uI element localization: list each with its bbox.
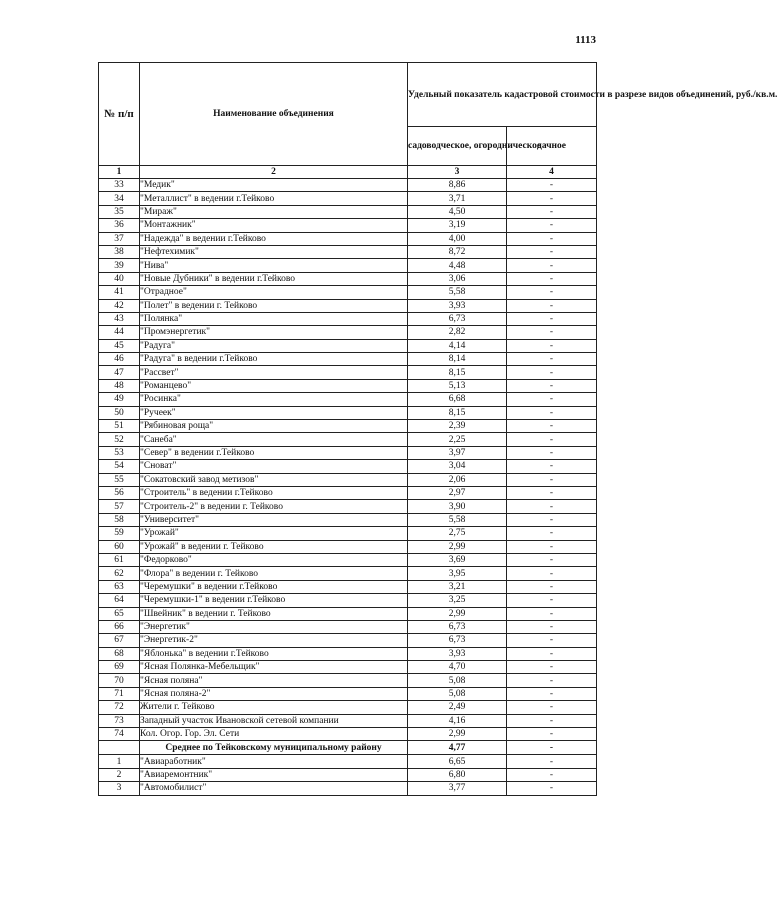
garden-value: 2,99 xyxy=(408,540,507,553)
garden-value: 5,08 xyxy=(408,674,507,687)
row-number: 55 xyxy=(99,473,140,486)
dacha-value: - xyxy=(507,594,597,607)
table-row xyxy=(99,527,597,540)
row-number: 43 xyxy=(99,312,140,325)
union-name: "Ручеек" xyxy=(140,406,408,419)
dacha-value: - xyxy=(507,728,597,741)
table-row xyxy=(99,473,597,486)
garden-value: 4,00 xyxy=(408,232,507,245)
garden-value: 3,77 xyxy=(408,782,507,795)
union-name: "Ясная поляна" xyxy=(140,674,408,687)
union-name: "Швейник" в ведении г. Тейково xyxy=(140,607,408,620)
dacha-value: - xyxy=(507,661,597,674)
row-number: 68 xyxy=(99,647,140,660)
garden-value: 3,90 xyxy=(408,500,507,513)
table-row xyxy=(99,406,597,419)
garden-value: 4,14 xyxy=(408,339,507,352)
row-number: 63 xyxy=(99,580,140,593)
dacha-value: - xyxy=(507,513,597,526)
union-name: "Радуга" xyxy=(140,339,408,352)
garden-value: 6,73 xyxy=(408,312,507,325)
garden-value: 8,86 xyxy=(408,179,507,192)
dacha-value: - xyxy=(507,205,597,218)
union-name: "Новые Дубники" в ведении г.Тейково xyxy=(140,272,408,285)
union-name: "Санеба" xyxy=(140,433,408,446)
dacha-value: - xyxy=(507,714,597,727)
table-row xyxy=(99,460,597,473)
union-name: "Яблонька" в ведении г.Тейково xyxy=(140,647,408,660)
row-number: 67 xyxy=(99,634,140,647)
header-dacha: дачное xyxy=(507,127,597,166)
garden-value: 2,97 xyxy=(408,486,507,499)
garden-value: 3,93 xyxy=(408,647,507,660)
dacha-value: - xyxy=(507,580,597,593)
dacha-value: - xyxy=(507,326,597,339)
row-number: 39 xyxy=(99,259,140,272)
row-number: 33 xyxy=(99,179,140,192)
table-row xyxy=(99,393,597,406)
union-name: "Росинка" xyxy=(140,393,408,406)
dacha-value: - xyxy=(507,433,597,446)
dacha-value: - xyxy=(507,259,597,272)
table-row xyxy=(99,192,597,205)
table-row xyxy=(99,661,597,674)
table-row xyxy=(99,620,597,633)
garden-value: 4,70 xyxy=(408,661,507,674)
union-name: "Строитель-2" в ведении г. Тейково xyxy=(140,500,408,513)
table-row xyxy=(99,701,597,714)
table-row xyxy=(99,326,597,339)
row-number: 65 xyxy=(99,607,140,620)
union-name: "Нива" xyxy=(140,259,408,272)
table-row xyxy=(99,286,597,299)
garden-value: 3,95 xyxy=(408,567,507,580)
row-number: 35 xyxy=(99,205,140,218)
row-number: 50 xyxy=(99,406,140,419)
garden-value: 5,58 xyxy=(408,513,507,526)
garden-value: 6,73 xyxy=(408,634,507,647)
table-row xyxy=(99,245,597,258)
garden-value: 4,77 xyxy=(408,741,507,755)
union-name: "Полянка" xyxy=(140,312,408,325)
dacha-value: - xyxy=(507,179,597,192)
garden-value: 8,15 xyxy=(408,406,507,419)
row-number xyxy=(99,741,140,755)
union-name: "Строитель" в ведении г.Тейково xyxy=(140,486,408,499)
table-row xyxy=(99,272,597,285)
union-name: "Урожай" в ведении г. Тейково xyxy=(140,540,408,553)
garden-value: 3,06 xyxy=(408,272,507,285)
page-number: 1113 xyxy=(575,34,596,46)
row-number: 57 xyxy=(99,500,140,513)
union-name: "Черемушки-1" в ведении г.Тейково xyxy=(140,594,408,607)
union-name: Кол. Огор. Гор. Эл. Сети xyxy=(140,728,408,741)
dacha-value: - xyxy=(507,446,597,459)
row-number: 46 xyxy=(99,353,140,366)
dacha-value: - xyxy=(507,366,597,379)
garden-value: 2,99 xyxy=(408,607,507,620)
union-name: "Черемушки" в ведении г.Тейково xyxy=(140,580,408,593)
dacha-value: - xyxy=(507,312,597,325)
table-row xyxy=(99,339,597,352)
union-name: "Металлист" в ведении г.Тейково xyxy=(140,192,408,205)
garden-value: 2,06 xyxy=(408,473,507,486)
dacha-value: - xyxy=(507,232,597,245)
table-row xyxy=(99,259,597,272)
table-row xyxy=(99,782,597,795)
row-number: 41 xyxy=(99,286,140,299)
table-row xyxy=(99,540,597,553)
dacha-value: - xyxy=(507,607,597,620)
row-number: 70 xyxy=(99,674,140,687)
average-row xyxy=(99,741,597,755)
union-name: Западный участок Ивановской сетевой компании xyxy=(140,714,408,727)
table-row xyxy=(99,687,597,700)
table-row xyxy=(99,594,597,607)
row-number: 74 xyxy=(99,728,140,741)
garden-value: 5,13 xyxy=(408,379,507,392)
row-number: 37 xyxy=(99,232,140,245)
garden-value: 8,72 xyxy=(408,245,507,258)
table-row xyxy=(99,714,597,727)
row-number: 36 xyxy=(99,219,140,232)
union-name: "Мираж" xyxy=(140,205,408,218)
dacha-value: - xyxy=(507,500,597,513)
union-name: "Нефтехимик" xyxy=(140,245,408,258)
table-row xyxy=(99,567,597,580)
garden-value: 4,48 xyxy=(408,259,507,272)
dacha-value: - xyxy=(507,741,597,755)
union-name: "Романцево" xyxy=(140,379,408,392)
garden-value: 5,08 xyxy=(408,687,507,700)
row-number: 48 xyxy=(99,379,140,392)
dacha-value: - xyxy=(507,420,597,433)
garden-value: 2,99 xyxy=(408,728,507,741)
dacha-value: - xyxy=(507,755,597,768)
header-number: № п/п xyxy=(99,63,140,166)
dacha-value: - xyxy=(507,245,597,258)
header-garden: садоводческое, огородническое xyxy=(408,127,507,166)
garden-value: 2,75 xyxy=(408,527,507,540)
dacha-value: - xyxy=(507,620,597,633)
dacha-value: - xyxy=(507,782,597,795)
table-row xyxy=(99,205,597,218)
table-row xyxy=(99,232,597,245)
table-row xyxy=(99,366,597,379)
dacha-value: - xyxy=(507,647,597,660)
row-number: 54 xyxy=(99,460,140,473)
table-row xyxy=(99,420,597,433)
dacha-value: - xyxy=(507,768,597,781)
union-name: Жители г. Тейково xyxy=(140,701,408,714)
garden-value: 2,82 xyxy=(408,326,507,339)
union-name: "Урожай" xyxy=(140,527,408,540)
union-name: "Университет" xyxy=(140,513,408,526)
table-row xyxy=(99,607,597,620)
row-number: 62 xyxy=(99,567,140,580)
dacha-value: - xyxy=(507,353,597,366)
row-number: 69 xyxy=(99,661,140,674)
union-name: "Федорково" xyxy=(140,553,408,566)
garden-value: 6,80 xyxy=(408,768,507,781)
union-name: "Ясная Полянка-Мебельщик" xyxy=(140,661,408,674)
row-number: 56 xyxy=(99,486,140,499)
table-row xyxy=(99,513,597,526)
table-row xyxy=(99,768,597,781)
garden-value: 2,49 xyxy=(408,701,507,714)
union-name: Среднее по Тейковскому муниципальному району xyxy=(140,741,408,755)
dacha-value: - xyxy=(507,339,597,352)
table-row xyxy=(99,219,597,232)
dacha-value: - xyxy=(507,701,597,714)
table-row xyxy=(99,674,597,687)
union-name: "Флора" в ведении г. Тейково xyxy=(140,567,408,580)
union-name: "Полет" в ведении г. Тейково xyxy=(140,299,408,312)
table-row xyxy=(99,553,597,566)
union-name: "Сноват" xyxy=(140,460,408,473)
dacha-value: - xyxy=(507,567,597,580)
row-number: 71 xyxy=(99,687,140,700)
table-row xyxy=(99,580,597,593)
union-name: "Надежда" в ведении г.Тейково xyxy=(140,232,408,245)
row-number: 66 xyxy=(99,620,140,633)
row-number: 3 xyxy=(99,782,140,795)
row-number: 44 xyxy=(99,326,140,339)
garden-value: 3,19 xyxy=(408,219,507,232)
header-name: Наименование объединения xyxy=(140,63,408,166)
row-number: 47 xyxy=(99,366,140,379)
garden-value: 4,50 xyxy=(408,205,507,218)
column-number-row xyxy=(99,166,597,179)
garden-value: 3,69 xyxy=(408,553,507,566)
row-number: 49 xyxy=(99,393,140,406)
dacha-value: - xyxy=(507,192,597,205)
row-number: 72 xyxy=(99,701,140,714)
union-name: "Рябиновая роща" xyxy=(140,420,408,433)
dacha-value: - xyxy=(507,486,597,499)
union-name: "Энергетик-2" xyxy=(140,634,408,647)
union-name: "Ясная поляна-2" xyxy=(140,687,408,700)
union-name: "Авиаработник" xyxy=(140,755,408,768)
union-name: "Авиаремонтник" xyxy=(140,768,408,781)
garden-value: 6,68 xyxy=(408,393,507,406)
garden-value: 3,97 xyxy=(408,446,507,459)
table-row xyxy=(99,634,597,647)
union-name: "Север" в ведении г.Тейково xyxy=(140,446,408,459)
union-name: "Рассвет" xyxy=(140,366,408,379)
column-number: 1 xyxy=(99,166,140,179)
column-number: 2 xyxy=(140,166,408,179)
garden-value: 3,25 xyxy=(408,594,507,607)
garden-value: 6,73 xyxy=(408,620,507,633)
union-name: "Медик" xyxy=(140,179,408,192)
row-number: 60 xyxy=(99,540,140,553)
table-row xyxy=(99,433,597,446)
dacha-value: - xyxy=(507,406,597,419)
table-row xyxy=(99,500,597,513)
garden-value: 2,39 xyxy=(408,420,507,433)
dacha-value: - xyxy=(507,272,597,285)
dacha-value: - xyxy=(507,527,597,540)
row-number: 34 xyxy=(99,192,140,205)
row-number: 51 xyxy=(99,420,140,433)
dacha-value: - xyxy=(507,674,597,687)
row-number: 38 xyxy=(99,245,140,258)
table-row xyxy=(99,299,597,312)
row-number: 61 xyxy=(99,553,140,566)
row-number: 73 xyxy=(99,714,140,727)
table-row xyxy=(99,486,597,499)
dacha-value: - xyxy=(507,460,597,473)
row-number: 58 xyxy=(99,513,140,526)
row-number: 64 xyxy=(99,594,140,607)
garden-value: 5,58 xyxy=(408,286,507,299)
garden-value: 3,04 xyxy=(408,460,507,473)
union-name: "Отрадное" xyxy=(140,286,408,299)
garden-value: 3,21 xyxy=(408,580,507,593)
row-number: 40 xyxy=(99,272,140,285)
garden-value: 6,65 xyxy=(408,755,507,768)
row-number: 42 xyxy=(99,299,140,312)
dacha-value: - xyxy=(507,299,597,312)
garden-value: 3,71 xyxy=(408,192,507,205)
row-number: 59 xyxy=(99,527,140,540)
row-number: 45 xyxy=(99,339,140,352)
column-number: 3 xyxy=(408,166,507,179)
dacha-value: - xyxy=(507,219,597,232)
dacha-value: - xyxy=(507,393,597,406)
dacha-value: - xyxy=(507,540,597,553)
union-name: "Энергетик" xyxy=(140,620,408,633)
dacha-value: - xyxy=(507,553,597,566)
union-name: "Промэнергетик" xyxy=(140,326,408,339)
table-row xyxy=(99,446,597,459)
garden-value: 8,14 xyxy=(408,353,507,366)
header-indicator: Удельный показатель кадастровой стоимости в разрезе видов объединений, руб./кв.м. xyxy=(408,63,597,127)
dacha-value: - xyxy=(507,634,597,647)
dacha-value: - xyxy=(507,473,597,486)
table-row xyxy=(99,728,597,741)
dacha-value: - xyxy=(507,687,597,700)
garden-value: 2,25 xyxy=(408,433,507,446)
dacha-value: - xyxy=(507,379,597,392)
table-row xyxy=(99,353,597,366)
row-number: 52 xyxy=(99,433,140,446)
dacha-value: - xyxy=(507,286,597,299)
garden-value: 8,15 xyxy=(408,366,507,379)
table-row xyxy=(99,379,597,392)
cadastral-value-table xyxy=(98,62,777,796)
row-number: 1 xyxy=(99,755,140,768)
table-row xyxy=(99,647,597,660)
garden-value: 4,16 xyxy=(408,714,507,727)
table-row xyxy=(99,179,597,192)
table-row xyxy=(99,755,597,768)
table-row xyxy=(99,312,597,325)
union-name: "Сокатовский завод метизов" xyxy=(140,473,408,486)
column-number: 4 xyxy=(507,166,597,179)
row-number: 2 xyxy=(99,768,140,781)
row-number: 53 xyxy=(99,446,140,459)
garden-value: 3,93 xyxy=(408,299,507,312)
union-name: "Автомобилист" xyxy=(140,782,408,795)
union-name: "Монтажник" xyxy=(140,219,408,232)
union-name: "Радуга" в ведении г.Тейково xyxy=(140,353,408,366)
